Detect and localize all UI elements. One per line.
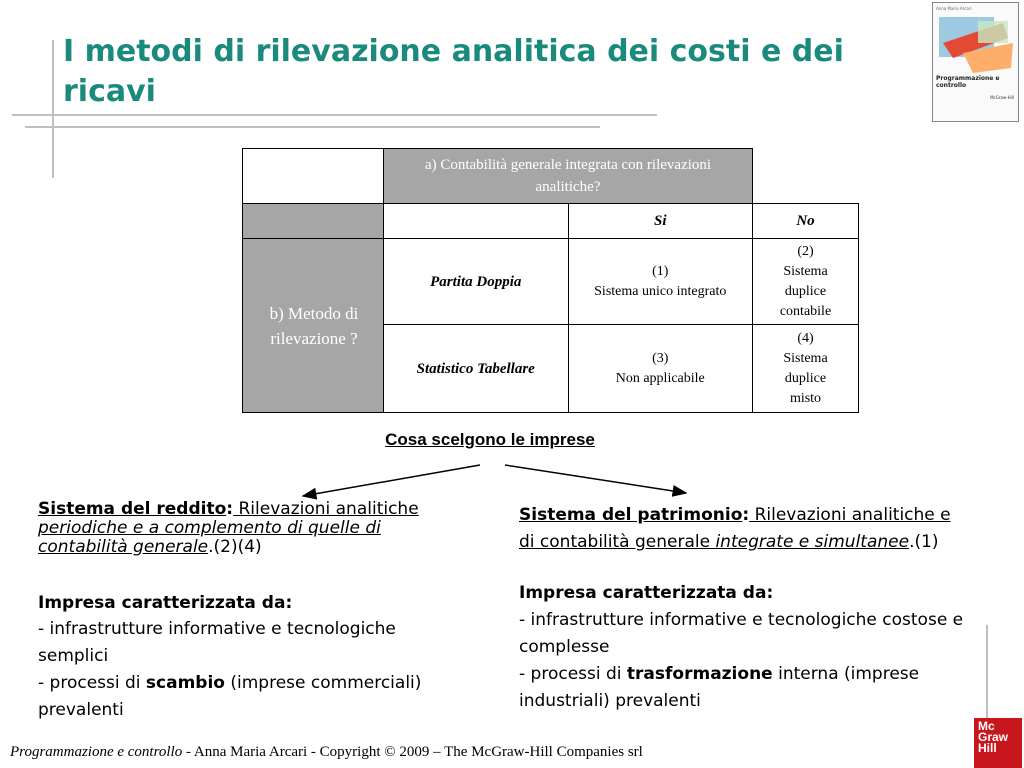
left-column — [38, 500, 468, 724]
right-column — [519, 502, 969, 715]
left-text-italic: periodiche e a complemento di quelle di contabilità generale — [38, 518, 381, 557]
cell-2-num: (2) — [797, 243, 814, 259]
left-text-plain: Rilevazioni analitiche — [233, 499, 419, 519]
right-bullet-1: - infrastrutture informative e tecnologiche costose e complesse — [519, 610, 964, 657]
cell-3-num: (3) — [652, 350, 669, 366]
cover-title: Programmazione e controllo — [936, 75, 1000, 89]
right-text-plain: Rilevazioni analitiche e di contabilità generale — [519, 505, 951, 552]
right-bullet-2 — [519, 661, 969, 715]
header-a-cell: a) Contabilità generale integrata con rilevazioni analitiche? — [384, 149, 753, 204]
left-colon: : — [226, 499, 234, 519]
center-title: Cosa scelgono le imprese — [385, 430, 595, 449]
cell-3-text: Non applicabile — [615, 370, 705, 386]
statistico-tabellare-label: Statistico Tabellare — [416, 360, 535, 377]
cell-2-text: Sistema duplice contabile — [779, 263, 832, 319]
right-colon: : — [742, 505, 750, 525]
row-label-b: b) Metodo di rilevazione ? — [269, 303, 359, 348]
left-bullet-2 — [38, 670, 468, 724]
mcgraw-hill-logo — [974, 718, 1022, 768]
right-bullet-2-bold: trasformazione — [626, 664, 773, 684]
cover-author: Anna Maria Arcari — [936, 6, 972, 11]
slide-title: I metodi di rilevazione analitica dei costi e dei ricavi — [63, 34, 844, 109]
cover-publisher: McGraw-Hill — [990, 95, 1014, 100]
cell-4-text: Sistema duplice misto — [783, 350, 828, 406]
left-bullet-2-post: (imprese commerciali) prevalenti — [38, 673, 422, 720]
cell-1-text: Sistema unico integrato — [594, 283, 727, 299]
left-bullet-2-bold: scambio — [145, 673, 225, 693]
right-paragraph — [519, 502, 969, 556]
right-heading: Sistema del patrimonio — [519, 505, 743, 525]
no-label: No — [796, 212, 815, 229]
footer-rest: - Anna Maria Arcari - Copyright © 2009 – The McGraw-Hill Companies srl — [182, 744, 643, 760]
left-heading: Sistema del reddito — [38, 499, 227, 519]
logo-line-3: Hill — [978, 741, 997, 755]
logo-line-1: Mc — [978, 719, 995, 733]
left-paragraph — [38, 500, 468, 557]
cell-1-num: (1) — [652, 263, 669, 279]
right-impresa: Impresa caratterizzata da: — [519, 583, 774, 603]
left-bullet-1: - infrastrutture informative e tecnologiche semplici — [38, 619, 396, 666]
right-text-italic: integrate e simultanee — [715, 532, 910, 552]
right-bullet-2-post: interna (imprese industriali) prevalenti — [519, 664, 920, 711]
logo-line-2: Graw — [978, 730, 1009, 744]
left-text-end: .(2)(4) — [208, 537, 262, 557]
right-text-end: .(1) — [909, 532, 939, 552]
arrow-left — [303, 465, 480, 496]
left-bullet-2-pre: - processi di — [38, 673, 146, 693]
partita-doppia-label: Partita Doppia — [430, 273, 522, 290]
si-label: Si — [653, 212, 667, 229]
right-bullet-2-pre: - processi di — [519, 664, 627, 684]
left-impresa: Impresa caratterizzata da: — [38, 593, 293, 613]
arrow-right — [505, 465, 686, 493]
footer — [10, 744, 643, 761]
cell-4-num: (4) — [797, 330, 814, 346]
footer-book: Programmazione e controllo — [10, 744, 183, 760]
